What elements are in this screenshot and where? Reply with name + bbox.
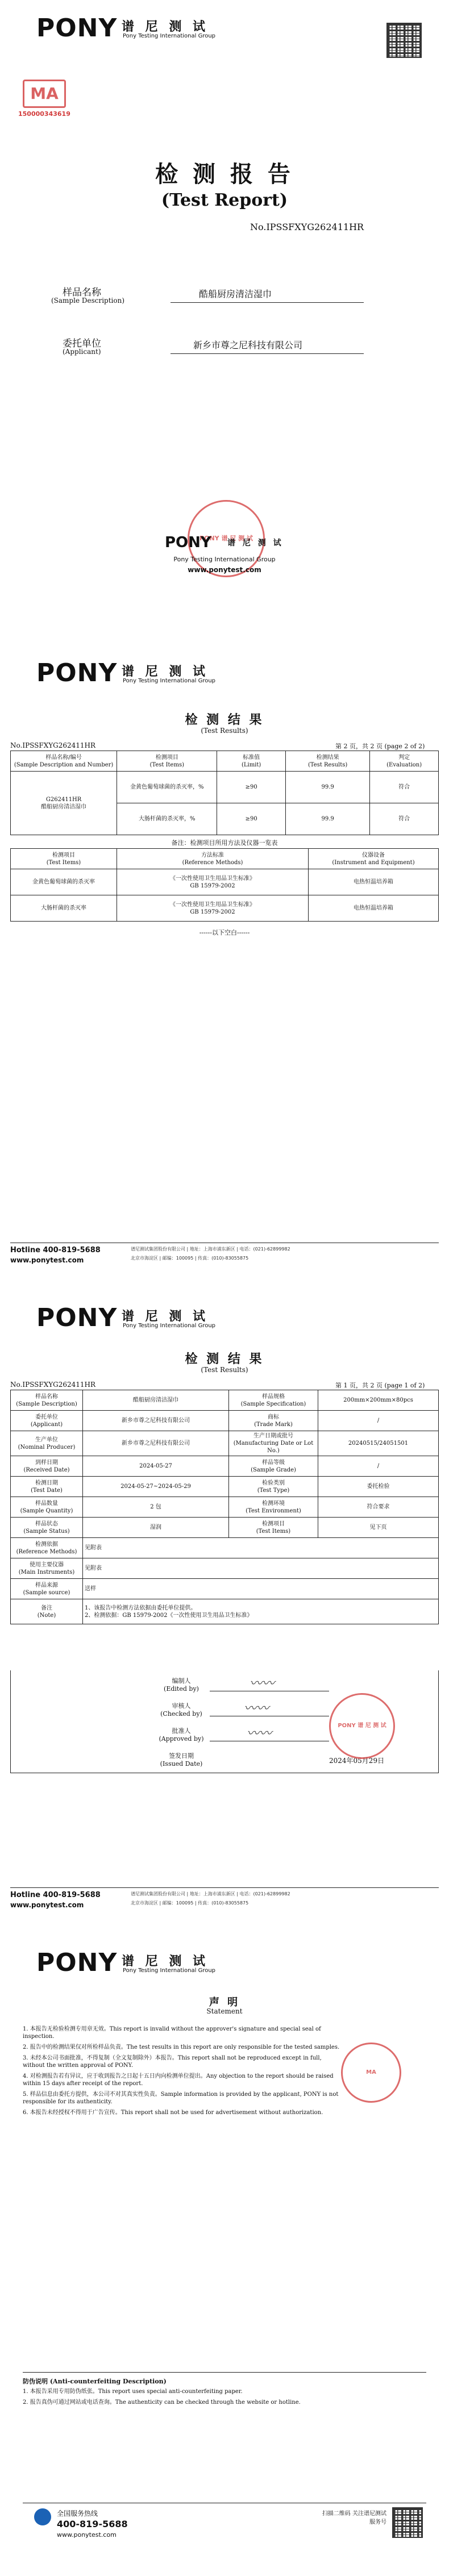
footer-site: www.ponytest.com [10,1901,84,1909]
report-title-en: (Test Report) [161,190,288,210]
table-row [11,1497,439,1518]
statement-paragraph: 5. 样品信息由委托方提供，本公司不对其真实性负责。Sample information is provided by the applicant, PONY is not responsible for its authenticity. [23,2091,339,2105]
statement-paragraph: 6. 本报告未经授权不得用于广告宣传。This report shall not be used for advertisement without authorization. [23,2110,323,2116]
info-label-cell: 样品来源 (Sample source) [11,1579,83,1599]
info-value-cell: 1、该报告中检测方法依据由委托单位提供。 2、检测依据：GB 15979-2002《一次性使用卫生用品卫生标准》 [83,1599,439,1624]
info-value-cell: 酷船厨房清洁湿巾 [83,1390,229,1411]
results-header-row [11,751,439,772]
table-row [11,1411,439,1431]
info-value-cell: 见下页 [318,1518,439,1538]
signature-edited-icon: 〰〰 [250,1677,275,1691]
item-cell: 金黄色葡萄球菌的杀灭率，% [117,772,217,803]
anti-counterfeit-title: 防伪说明 (Anti-counterfeiting Description) [23,2378,167,2385]
methods-header-row [11,849,439,869]
methods-table [10,848,439,922]
footer-address: 谱尼测试集团股份有限公司 | 地址：上海市浦东新区 | 电话：(021)-62899982 [131,1247,290,1252]
info-value-cell: 200mm×200mm×80pcs [318,1390,439,1411]
info-table [10,1390,439,1624]
header-limit: 标准值 (Limit) [217,751,286,772]
statement-paragraph: 1. 本报告无检验检测专用章无效。This report is invalid without the approver's signature and special seal of inspection. [23,2026,321,2040]
wechat-label: 扫描二维码 关注谱尼测试服务号 [322,2511,386,2525]
anti-divider [23,2372,426,2373]
info-label-cell: 使用主要仪器 (Main Instruments) [11,1558,83,1579]
info-value-cell: / [318,1456,439,1477]
pony-logo [36,1303,216,1333]
cover-page [0,0,449,645]
sig-label-approved: 批准人 (Approved by) [159,1727,204,1743]
results-report-number: No.IPSSFXYG262411HR [10,741,96,749]
method-item-cell: 大肠杆菌的杀灭率 [11,895,117,922]
logo-chinese: 谱 尼 测 试 [122,20,209,34]
report-title-cn: 检 测 报 告 [155,161,294,187]
info-value-cell: 符合要求 [318,1497,439,1518]
applicant-label: 委托单位 [63,338,101,349]
logo-english: Pony Testing International Group [123,1323,216,1329]
info-value-cell: 2024-05-27~2024-05-29 [83,1477,229,1497]
method-header-equipment: 仪器设备 (Instrument and Equipment) [309,849,439,869]
pony-logo [36,1948,216,1978]
info-label-cell: 生产日期或批号 (Manufacturing Date or Lot No.) [229,1431,318,1456]
info-value-cell: 委托检验 [318,1477,439,1497]
footer-hotline: Hotline 400-819-5688 [10,1891,101,1899]
footer-site: www.ponytest.com [10,1256,84,1264]
info-label-cell: 商标 (Trade Mark) [229,1411,318,1431]
applicant-label-en: (Applicant) [63,348,101,356]
footer-divider [10,1887,439,1888]
logo-chinese: 谱 尼 测 试 [122,1310,209,1324]
statement-title-en: Statement [206,2007,243,2015]
header-sample: 样品名称/编号 (Sample Description and Number) [11,751,117,772]
issued-date: 2024年05月29日 [329,1757,385,1765]
info-value-cell: 2024-05-27 [83,1456,229,1477]
statement-paragraph: 4. 对检测报告若有异议，应于收到报告之日起十五日内向检测单位提出。Any objection to the report should be raised within 15 days after receipt of the report. [23,2073,334,2087]
info-label-cell: 到样日期 (Received Date) [11,1456,83,1477]
company-seal-icon: PONY 谱 尼 测 试 [188,500,265,577]
method-equipment-cell: 电热恒温培养箱 [309,869,439,895]
table-row [11,1431,439,1456]
wechat-qr-icon [392,2507,423,2538]
methods-note: 备注：检测项目所用方法及仪器一览表 [171,839,278,847]
table-row [11,1579,439,1599]
sig-label-edited: 编制人 (Edited by) [164,1677,199,1693]
statement-title-cn: 声 明 [209,1996,240,2008]
results-title-en: (Test Results) [201,727,248,735]
table-row [11,1558,439,1579]
cover-website: www.ponytest.com [188,566,261,574]
info-value-cell: 见附表 [83,1538,439,1558]
info-page-number: 第 1 页，共 2 页 (page 1 of 2) [335,1382,425,1389]
info-report-number: No.IPSSFXYG262411HR [10,1381,96,1389]
limit-cell: ≥90 [217,772,286,803]
statement-paragraph: 2. 报告中的检测结果仅对所检样品负责。The test results in this report are only responsible for the tested samples. [23,2044,340,2050]
report-seal-icon: PONY 谱 尼 测 试 [329,1693,395,1759]
evaluation-cell: 符合 [370,772,439,803]
info-label-cell: 检测依据 (Reference Methods) [11,1538,83,1558]
info-value-cell: 20240515/24051501 [318,1431,439,1456]
item-cell: 大肠杆菌的杀灭率，% [117,803,217,835]
pony-logo [36,658,216,688]
statement-page [0,1935,449,2576]
info-label-cell: 检测项目 (Test Items) [229,1518,318,1538]
table-row [11,1477,439,1497]
statement-body [23,2025,341,2120]
applicant-underline [171,353,364,354]
logo-wordmark: PONY [36,658,118,687]
sample-name-value: 酷船厨房清洁湿巾 [199,289,272,299]
report-number: No.IPSSFXYG262411HR [250,222,364,232]
table-row [11,1518,439,1538]
globe-icon [34,2508,51,2525]
cover-bottom-logo: PONY [165,534,211,551]
header-results: 检测结果 (Test Results) [285,751,369,772]
header-items: 检测项目 (Test Items) [117,751,217,772]
method-equipment-cell: 电热恒温培养箱 [309,895,439,922]
results-table [10,751,439,835]
results-page-number: 第 2 页，共 2 页 (page 2 of 2) [335,743,425,750]
method-header-items: 检测项目 (Test Items) [11,849,117,869]
logo-chinese: 谱 尼 测 试 [122,1954,209,1969]
service-hotline-number: 400-819-5688 [57,2519,128,2529]
logo-english: Pony Testing International Group [123,1968,216,1974]
info-label-cell: 委托单位 (Applicant) [11,1411,83,1431]
sample-name-underline [171,302,364,303]
anti-counterfeit-body [23,2388,421,2410]
info-label-cell: 检验类别 (Test Type) [229,1477,318,1497]
info-value-cell: 2 包 [83,1497,229,1518]
logo-wordmark: PONY [36,1303,118,1332]
info-label-cell: 样品规格 (Sample Specification) [229,1390,318,1411]
method-item-cell: 金黄色葡萄球菌的杀灭率 [11,869,117,895]
info-value-cell: 送样 [83,1579,439,1599]
info-label-cell: 样品数量 (Sample Quantity) [11,1497,83,1518]
footer-address-2: 北京市海淀区 | 邮编：100095 | 传真：(010)-83055875 [131,1256,249,1261]
qr-code-icon [386,23,422,58]
logo-wordmark: PONY [36,14,118,43]
sig-label-issued: 签发日期 (Issued Date) [160,1752,203,1768]
info-value-cell: 新乡市尊之尼科技有限公司 [83,1431,229,1456]
anti-paragraph: 1. 本报告采用专用防伪纸张。This report uses special anti-counterfeiting paper. [23,2389,243,2395]
info-value-cell: / [318,1411,439,1431]
statement-paragraph: 3. 未经本公司书面批准，不得复制（全文复制除外）本报告。This report shall not be reproduced except in full, without the written approval of PONY. [23,2055,322,2069]
header-evaluation: 判定 (Evaluation) [370,751,439,772]
table-row [11,1538,439,1558]
method-header-reference: 方法标准 (Reference Methods) [117,849,309,869]
info-label-cell: 备注 (Note) [11,1599,83,1624]
table-row [11,1390,439,1411]
service-hotline-label: 全国服务热线 [57,2510,98,2517]
info-value-cell: 新乡市尊之尼科技有限公司 [83,1411,229,1431]
footer-hotline: Hotline 400-819-5688 [10,1246,101,1254]
table-row [11,1599,439,1624]
cma-seal-icon: MA [341,2043,401,2103]
end-marker: ------以下空白------ [199,929,250,936]
results-title-cn: 检 测 结 果 [185,712,264,727]
logo-wordmark: PONY [36,1948,118,1977]
info-label-cell: 样品等级 (Sample Grade) [229,1456,318,1477]
logo-english: Pony Testing International Group [123,678,216,684]
result-cell: 99.9 [285,772,369,803]
applicant-value: 新乡市尊之尼科技有限公司 [193,340,303,351]
info-value-cell: 湿润 [83,1518,229,1538]
sig-label-checked: 审核人 (Checked by) [160,1702,202,1718]
table-row [11,869,439,895]
cover-bottom-logo-cn: 谱 尼 测 试 [227,539,284,548]
sample-name-label: 样品名称 [63,287,101,298]
sample-name-label-en: (Sample Description) [51,297,125,305]
logo-chinese: 谱 尼 测 试 [122,665,209,679]
cover-bottom-logo-en: Pony Testing International Group [173,556,276,563]
signature-checked-icon: 〰〰 [244,1702,269,1716]
info-label-cell: 样品状态 (Sample Status) [11,1518,83,1538]
signature-approved-icon: 〰〰 [247,1727,272,1741]
limit-cell: ≥90 [217,803,286,835]
method-reference-cell: 《一次性使用卫生用品卫生标准》 GB 15979-2002 [117,869,309,895]
info-title-cn: 检 测 结 果 [185,1352,264,1366]
footer-address-2: 北京市海淀区 | 邮编：100095 | 传真：(010)-83055875 [131,1900,249,1906]
table-row [11,895,439,922]
evaluation-cell: 符合 [370,803,439,835]
logo-english: Pony Testing International Group [123,33,216,39]
info-label-cell: 检测日期 (Test Date) [11,1477,83,1497]
method-reference-cell: 《一次性使用卫生用品卫生标准》 GB 15979-2002 [117,895,309,922]
info-title-en: (Test Results) [201,1366,248,1374]
footer-address: 谱尼测试集团股份有限公司 | 地址：上海市浦东新区 | 电话：(021)-62899982 [131,1891,290,1896]
info-page [0,1290,449,1935]
results-page [0,645,449,1290]
pony-logo [36,14,216,43]
table-row [11,772,439,803]
info-label-cell: 检测环境 (Test Environment) [229,1497,318,1518]
anti-paragraph: 2. 报告真伪可通过网站或电话查询。The authenticity can be checked through the website or hotline. [23,2399,301,2406]
result-cell: 99.9 [285,803,369,835]
info-value-cell: 见附表 [83,1558,439,1579]
info-label-cell: 样品名称 (Sample Description) [11,1390,83,1411]
cma-number: 150000343619 [18,110,70,118]
info-label-cell: 生产单位 (Nominal Producer) [11,1431,83,1456]
service-site: www.ponytest.com [57,2531,117,2539]
sample-id-cell: G262411HR 酷船厨房清洁湿巾 [11,772,117,835]
table-row [11,1456,439,1477]
signature-block [10,1670,439,1773]
cma-mark-icon: MA [23,80,66,108]
